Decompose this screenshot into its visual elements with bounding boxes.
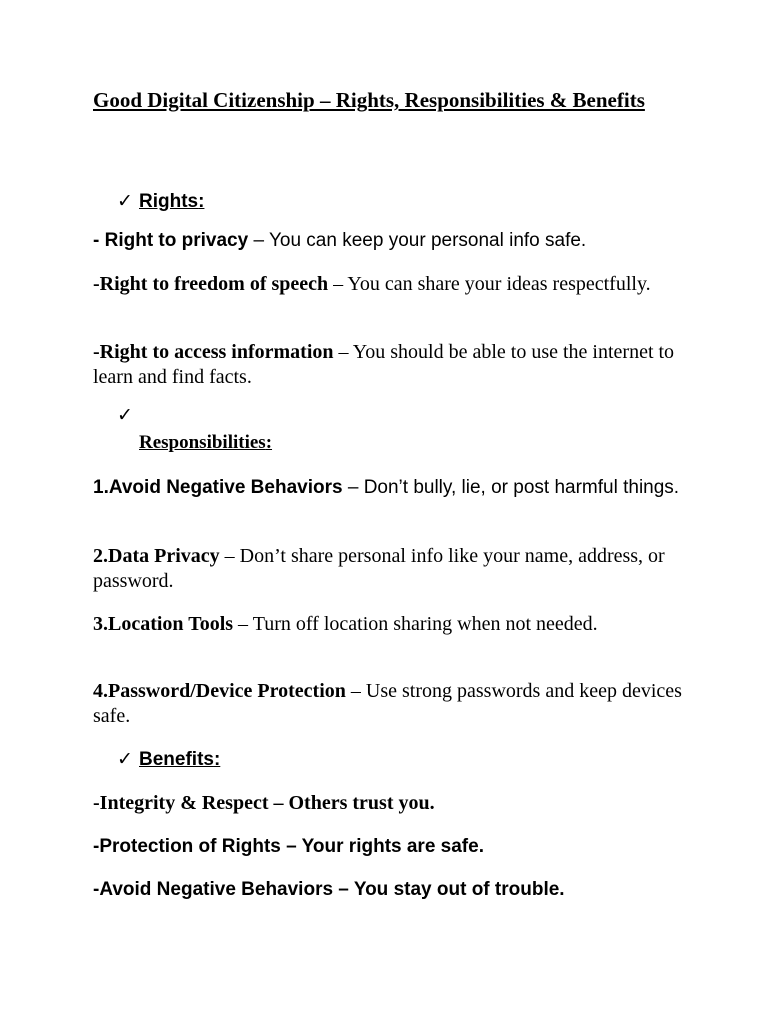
benefit-item: -Protection of Rights – Your rights are safe. bbox=[93, 836, 484, 857]
responsibility-item-text: Don’t bully, lie, or post harmful things. bbox=[363, 477, 680, 498]
responsibility-item-text: Use strong passwords and keep devices safe. bbox=[93, 680, 682, 727]
benefits-heading-colon: : bbox=[213, 749, 221, 770]
responsibilities-check bbox=[117, 404, 139, 427]
rights-item: -Right to freedom of speech – You can share your ideas respectfully. bbox=[93, 273, 651, 295]
responsibilities-heading-colon: : bbox=[265, 432, 273, 453]
responsibilities-heading-label: Responsibilities bbox=[139, 432, 266, 453]
check-mark-icon: ✓ bbox=[117, 749, 133, 770]
rights-item: -Right to access information – You should be able to use the internet to learn and find facts. bbox=[93, 341, 675, 388]
rights-item-text: You can keep your personal info safe. bbox=[268, 230, 587, 251]
responsibility-item: 4.Password/Device Protection – Use strong passwords and keep devices safe. bbox=[93, 680, 682, 727]
check-mark-icon: ✓ bbox=[117, 191, 133, 212]
document-title: Good Digital Citizenship – Rights, Responsibilities & Benefits bbox=[93, 88, 645, 112]
rights-item-term: -Right to freedom of speech bbox=[93, 273, 329, 295]
responsibilities-heading bbox=[139, 432, 272, 454]
responsibility-item-term: 3.Location Tools bbox=[93, 613, 234, 635]
responsibility-item: 1.Avoid Negative Behaviors – Don’t bully, lie, or post harmful things. bbox=[93, 477, 680, 498]
benefits-heading-label: Benefits bbox=[139, 749, 214, 770]
responsibility-item-text: Don’t share personal info like your name, address, or password. bbox=[93, 545, 665, 592]
check-mark-icon: ✓ bbox=[117, 405, 133, 426]
benefits-heading bbox=[117, 748, 220, 771]
responsibility-item-text: Turn off location sharing when not needed. bbox=[252, 613, 598, 635]
rights-item-text: You can share your ideas respectfully. bbox=[347, 273, 651, 295]
rights-item-text: You should be able to use the internet to learn and find facts. bbox=[93, 341, 675, 388]
rights-heading-colon: : bbox=[198, 191, 205, 212]
rights-item-term: - Right to privacy bbox=[93, 230, 249, 251]
rights-item: - Right to privacy – You can keep your personal info safe. bbox=[93, 230, 587, 251]
rights-heading-label: Rights bbox=[139, 191, 199, 212]
rights-item-term: -Right to access information bbox=[93, 341, 334, 363]
benefit-item: -Integrity & Respect – Others trust you. bbox=[93, 792, 435, 814]
responsibility-item: 2.Data Privacy – Don’t share personal info like your name, address, or password. bbox=[93, 545, 665, 592]
responsibility-item: 3.Location Tools – Turn off location sharing when not needed. bbox=[93, 613, 598, 635]
responsibility-item-term: 4.Password/Device Protection bbox=[93, 680, 346, 702]
responsibility-item-term: 2.Data Privacy bbox=[93, 545, 220, 567]
rights-heading bbox=[117, 190, 204, 213]
benefit-item: -Avoid Negative Behaviors – You stay out of trouble. bbox=[93, 879, 565, 900]
responsibility-item-term: 1.Avoid Negative Behaviors bbox=[93, 477, 343, 498]
